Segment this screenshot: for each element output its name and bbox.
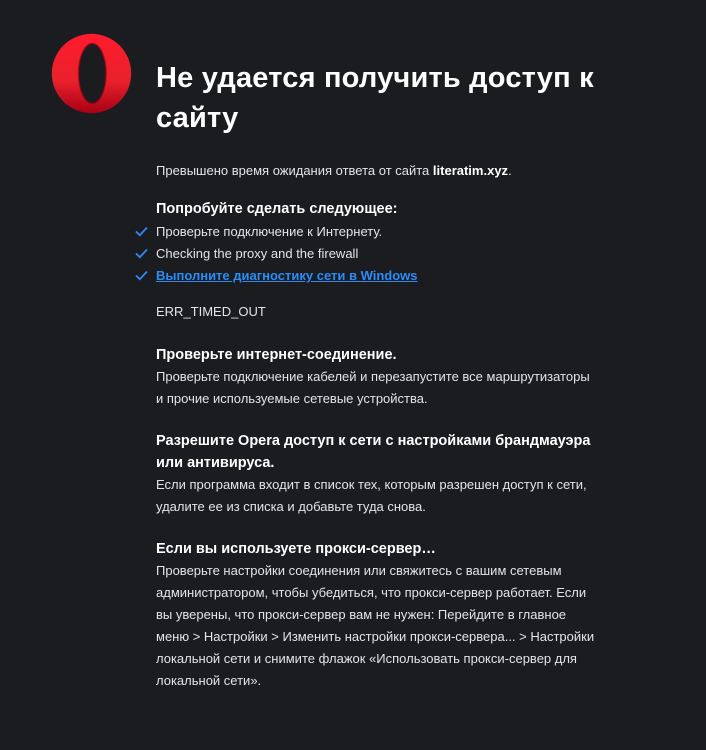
error-content: [156, 58, 596, 692]
section-title: Если вы используете прокси-сервер…: [156, 541, 436, 557]
checkmark-icon: [135, 270, 148, 281]
section-text: Проверьте настройки соединения или свяжитесь с вашим сетевым администратором, чтобы убедиться, что прокси-сервер работает. Если вы уверены, что прокси-сервер вам не нужен: Перейдите в главное меню > Настройки > Изменить настройки прокси-сервера... > Настройки локальной сети и снимите флажок «Использовать прокси-сервер для локальной сети».: [156, 563, 595, 688]
checkmark-icon: [135, 226, 148, 237]
section-title: Проверьте интернет-соединение.: [156, 347, 397, 363]
section-proxy: [156, 538, 596, 692]
suggestion-check-connection: Проверьте подключение к Интернету.: [156, 224, 383, 239]
section-internet: [156, 344, 596, 410]
suggestions-list: [156, 221, 596, 287]
suggestion-item: [156, 243, 596, 265]
suggestion-item: [156, 221, 596, 243]
section-text: Если программа входит в список тех, которым разрешен доступ к сети, удалите ее из списка и добавьте туда снова.: [156, 477, 587, 514]
checkmark-icon: [135, 248, 148, 259]
opera-logo-icon: [51, 33, 132, 114]
windows-diagnostics-link[interactable]: Выполните диагностику сети в Windows: [156, 268, 418, 283]
suggestion-check-proxy: Checking the proxy and the firewall: [156, 246, 359, 261]
section-title: Разрешите Opera доступ к сети с настройками брандмауэра или антивируса.: [156, 433, 591, 471]
suggestions-heading: Попробуйте сделать следующее:: [156, 201, 398, 217]
timeout-suffix: .: [508, 163, 512, 178]
site-name: literatim.xyz: [432, 163, 509, 178]
error-code: ERR_TIMED_OUT: [156, 304, 266, 319]
suggestion-item: [156, 265, 596, 287]
page-title: Не удается получить доступ к сайту: [156, 62, 594, 134]
section-firewall: [156, 430, 596, 518]
section-text: Проверьте подключение кабелей и перезапустите все маршрутизаторы и прочие используемые сетевые устройства.: [156, 369, 590, 406]
timeout-message: [156, 162, 596, 180]
timeout-prefix: Превышено время ожидания ответа от сайта: [156, 163, 433, 178]
